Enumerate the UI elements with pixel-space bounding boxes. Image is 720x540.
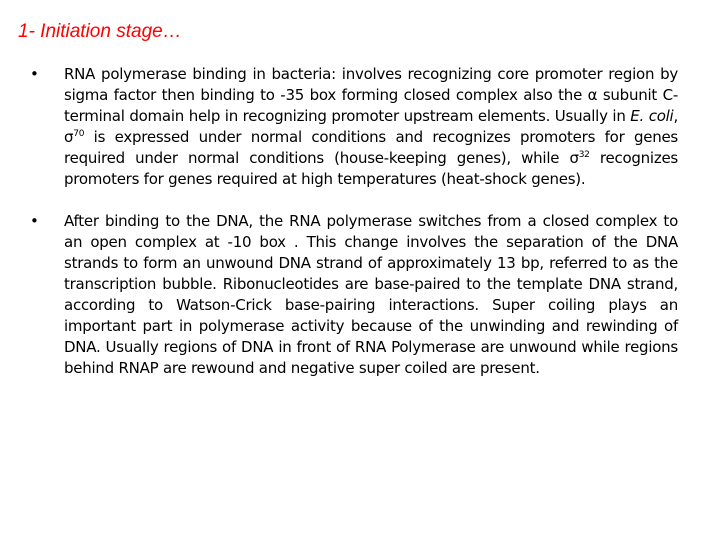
bullet-text [64, 65, 678, 188]
bullet-text-part: recognizes promoters for genes required at high temperatures (heat-shock genes). [64, 149, 678, 188]
sigma-superscript: 32 [578, 150, 590, 160]
bullet-text-part: , σ [64, 107, 678, 146]
bullet-text-part: RNA polymerase binding in bacteria: involves recognizing core promoter region by sigma factor then binding to -35 box forming closed complex also the α subunit C-terminal domain help in recognizing promoter upstream elements. Usually in [64, 65, 678, 125]
bullet-dot-icon: • [30, 65, 39, 83]
slide-title: 1- Initiation stage… [18, 21, 182, 42]
bullet-dot-icon: • [30, 212, 39, 230]
sigma-superscript: 70 [73, 129, 85, 139]
bullet-text-part: is expressed under normal conditions and recognizes promoters for genes required under normal conditions (house-keeping genes), while σ [64, 128, 678, 167]
species-name: E. coli [630, 107, 674, 125]
bullet-item-open-complex [30, 211, 678, 379]
bullet-list [30, 64, 678, 379]
bullet-item-rna-polymerase-binding [30, 64, 678, 190]
bullet-text: After binding to the DNA, the RNA polymerase switches from a closed complex to an open complex at -10 box . This change involves the separation of the DNA strands to form an unwound DNA strand of approximately 13 bp, referred to as the transcription bubble. Ribonucleotides are base-paired to the template DNA strand, according to Watson-Crick base-pairing interactions. Super coiling plays an important part in polymerase activity because of the unwinding and rewinding of DNA. Usually regions of DNA in front of RNA Polymerase are unwound while regions behind RNAP are rewound and negative super coiled are present. [64, 212, 678, 377]
